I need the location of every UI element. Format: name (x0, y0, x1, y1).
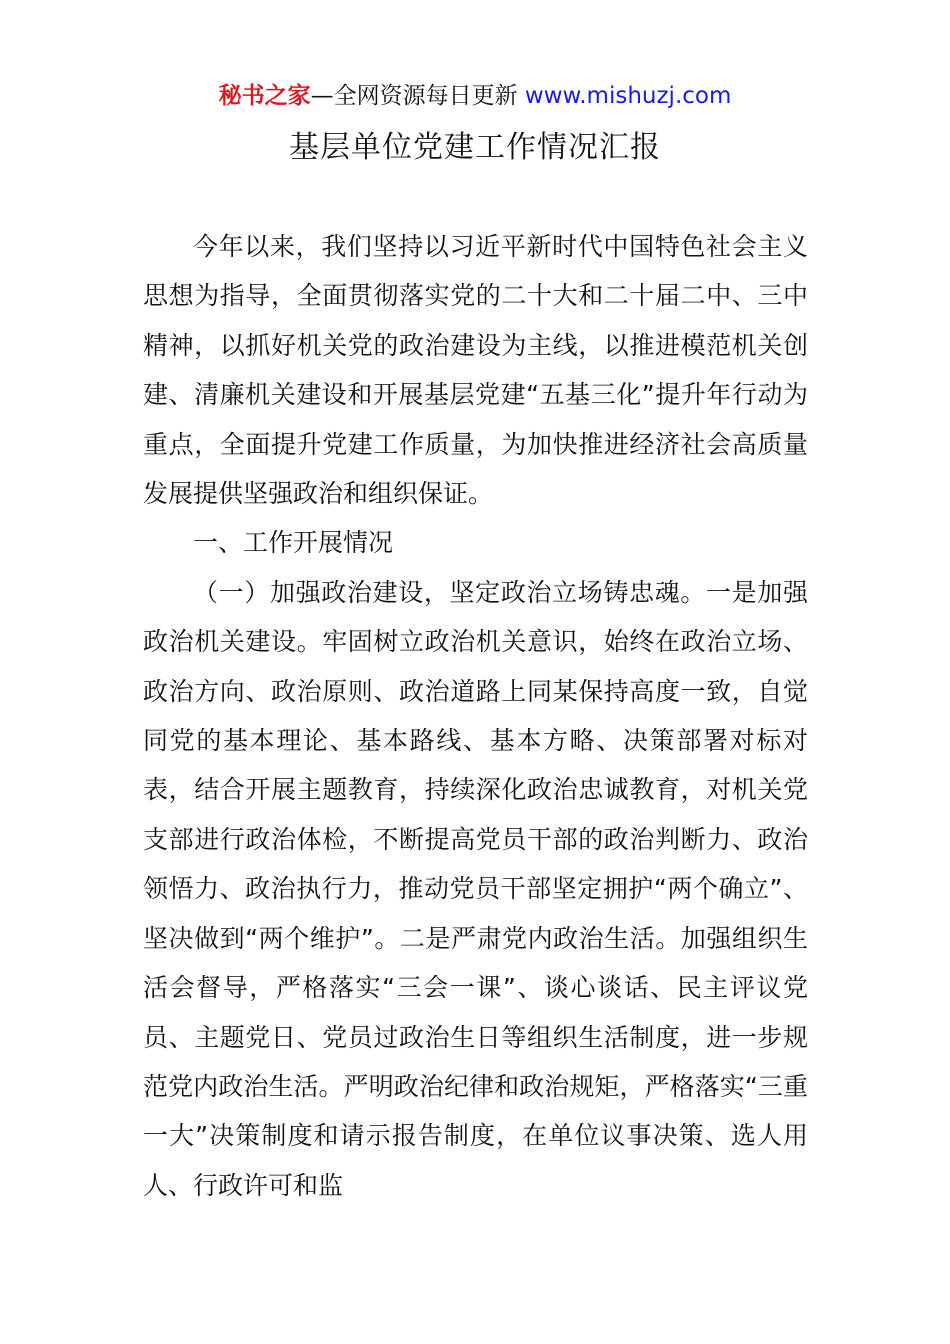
header-tagline: —全网资源每日更新 (310, 83, 525, 109)
document-body (143, 222, 808, 1210)
brand-name: 秘书之家 (218, 83, 311, 109)
document-title: 基层单位党建工作情况汇报 (289, 130, 661, 165)
site-url-link[interactable]: www.mishuzj.com (524, 83, 732, 109)
site-header (0, 80, 950, 112)
section-heading: 一、工作开展情况 (193, 528, 394, 558)
intro-paragraph: 今年以来，我们坚持以习近平新时代中国特色社会主义思想为指导，全面贯彻落实党的二十大和二十届二中、三中精神，以抓好机关党的政治建设为主线，以推进模范机关创建、清廉机关建设和开展基层党建“五基三化”提升年行动为重点，全面提升党建工作质量，为加快推进经济社会高质量发展提供坚强政治和组织保证。 (143, 232, 808, 509)
section-paragraph: （一）加强政治建设，坚定政治立场铸忠魂。一是加强政治机关建设。牢固树立政治机关意识，始终在政治立场、政治方向、政治原则、政治道路上同某保持高度一致，自觉同党的基本理论、基本路线、基本方略、决策部署对标对表，结合开展主题教育，持续深化政治忠诚教育，对机关党支部进行政治体检，不断提高党员干部的政治判断力、政治领悟力、政治执行力，推动党员干部坚定拥护“两个确立”、坚决做到“两个维护”。二是严肃党内政治生活。加强组织生活会督导，严格落实“三会一课”、谈心谈话、民主评议党员、主题党日、党员过政治生日等组织生活制度，进一步规范党内政治生活。严明政治纪律和政治规矩，严格落实“三重一大”决策制度和请示报告制度，在单位议事决策、选人用人、行政许可和监 (143, 577, 808, 1200)
